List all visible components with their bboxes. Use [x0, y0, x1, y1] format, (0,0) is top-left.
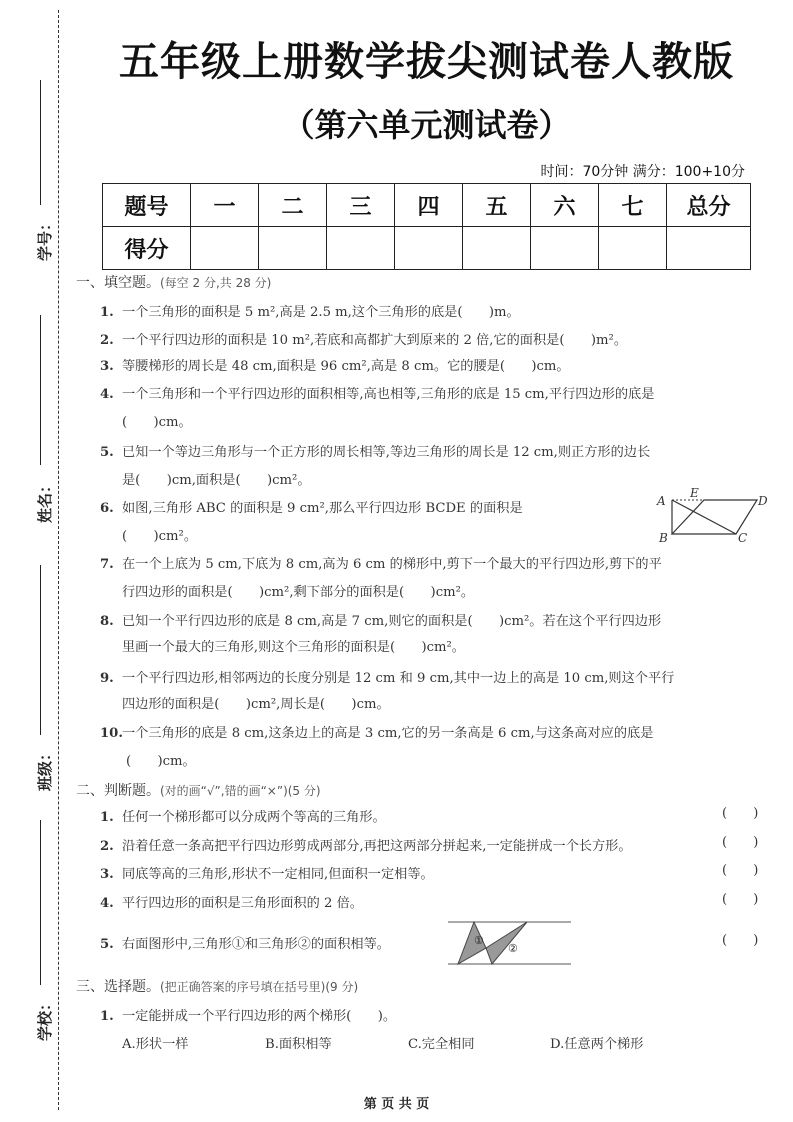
answer-paren[interactable]: ( )	[722, 863, 759, 878]
question-number: 4.	[100, 896, 114, 911]
score-cell[interactable]	[667, 227, 751, 270]
score-cell[interactable]	[599, 227, 667, 270]
question-text: 一个平行四边形的面积是 10 m²,若底和高都扩大到原来的 2 倍,它的面积是( )m²。	[122, 333, 628, 348]
score-cell[interactable]	[259, 227, 327, 270]
triangle-label: ①	[474, 934, 484, 947]
time-info: 时间：70分钟 满分：100+10分	[540, 164, 745, 180]
question	[100, 806, 780, 825]
question-text: 已知一个平行四边形的底是 8 cm,高是 7 cm,则它的面积是( )cm²。若在这个平行四边形	[122, 614, 662, 629]
question	[100, 355, 780, 374]
table-header: 三	[327, 184, 395, 227]
score-table	[102, 183, 751, 270]
section-title: 一、填空题。	[76, 275, 160, 291]
score-cell[interactable]	[463, 227, 531, 270]
question-text: 如图,三角形 ABC 的面积是 9 cm²,那么平行四边形 BCDE 的面积是	[122, 501, 523, 516]
page-subtitle: （第六单元测试卷）	[282, 106, 571, 144]
name-label: 姓名：	[36, 477, 55, 524]
question-text: 里画一个最大的三角形,则这个三角形的面积是( )cm²。	[122, 640, 465, 655]
question-text: 行四边形的面积是( )cm²,剩下部分的面积是( )cm²。	[122, 585, 475, 600]
question-text: 四边形的面积是( )cm²,周长是( )cm。	[122, 697, 390, 712]
option-a[interactable]: A.形状一样	[122, 1037, 189, 1052]
class-line	[40, 565, 41, 735]
triangles-figure	[448, 920, 573, 966]
answer-paren[interactable]: ( )	[722, 933, 759, 948]
score-cell[interactable]	[531, 227, 599, 270]
section-title: 三、选择题。	[76, 979, 160, 995]
question-text: 平行四边形的面积是三角形面积的 2 倍。	[122, 896, 363, 911]
binding-dashed-line	[58, 10, 59, 1110]
question-number: 9.	[100, 671, 114, 686]
question-text: 右面图形中,三角形①和三角形②的面积相等。	[122, 937, 390, 952]
question-text: ( )cm。	[126, 754, 196, 769]
question	[100, 329, 780, 348]
option-b[interactable]: B.面积相等	[265, 1037, 332, 1052]
question	[100, 1005, 780, 1024]
question-text: 一个平行四边形,相邻两边的长度分别是 12 cm 和 9 cm,其中一边上的高是 10 cm,则这个平行	[122, 671, 675, 686]
table-header: 四	[395, 184, 463, 227]
question	[100, 301, 780, 320]
school-line	[40, 820, 41, 985]
score-cell[interactable]	[395, 227, 463, 270]
score-cell[interactable]	[327, 227, 395, 270]
question	[100, 441, 780, 460]
question	[100, 722, 780, 741]
question-text: 沿着任意一条高把平行四边形剪成两部分,再把这两部分拼起来,一定能拼成一个长方形。	[122, 839, 632, 854]
question-number: 1.	[100, 810, 114, 825]
question-number: 6.	[100, 501, 114, 516]
student-id-line	[40, 80, 41, 205]
parallelogram-figure	[652, 484, 772, 544]
question-text: ( )cm²。	[122, 529, 198, 544]
question-text: 一个三角形的底是 8 cm,这条边上的高是 3 cm,它的另一条高是 6 cm,与这条高对应的底是	[122, 726, 654, 741]
question-number: 4.	[100, 387, 114, 402]
question-text: 已知一个等边三角形与一个正方形的周长相等,等边三角形的周长是 12 cm,则正方形的边长	[122, 445, 651, 460]
student-id-label: 学号：	[36, 215, 55, 262]
answer-paren[interactable]: ( )	[722, 806, 759, 821]
table-header: 一	[191, 184, 259, 227]
page-footer: 第 页 共 页	[363, 1097, 430, 1112]
question-number: 1.	[100, 305, 114, 320]
class-label: 班级：	[36, 745, 55, 792]
question-number: 10.	[100, 726, 123, 741]
section1-header	[76, 272, 271, 292]
table-header: 题号	[103, 184, 191, 227]
question	[100, 892, 780, 911]
question-number: 8.	[100, 614, 114, 629]
question-number: 5.	[100, 445, 114, 460]
question-text: 一定能拼成一个平行四边形的两个梯形( )。	[122, 1009, 397, 1024]
score-cell[interactable]	[191, 227, 259, 270]
section-note: (每空 2 分,共 28 分)	[160, 276, 272, 290]
figure-label: C	[738, 531, 748, 544]
figure-label: B	[659, 531, 668, 544]
question-number: 3.	[100, 359, 114, 374]
question	[100, 863, 780, 882]
table-header: 二	[259, 184, 327, 227]
question	[100, 610, 780, 629]
option-c[interactable]: C.完全相同	[408, 1037, 475, 1052]
name-line	[40, 315, 41, 465]
triangle-label: ②	[508, 942, 518, 955]
question-number: 5.	[100, 937, 114, 952]
table-header: 五	[463, 184, 531, 227]
question-text: 等腰梯形的周长是 48 cm,面积是 96 cm²,高是 8 cm。它的腰是( )cm。	[122, 359, 570, 374]
question	[100, 835, 780, 854]
question-text: 任何一个梯形都可以分成两个等高的三角形。	[122, 810, 386, 825]
question-number: 3.	[100, 867, 114, 882]
table-header: 六	[531, 184, 599, 227]
question-text: 在一个上底为 5 cm,下底为 8 cm,高为 6 cm 的梯形中,剪下一个最大的平行四边形,剪下的平	[122, 557, 662, 572]
question	[100, 667, 780, 686]
answer-paren[interactable]: ( )	[722, 835, 759, 850]
section-note: (对的画“√”,错的画“×”)(5 分)	[160, 784, 321, 798]
question-text: 一个三角形和一个平行四边形的面积相等,高也相等,三角形的底是 15 cm,平行四边形的底是	[122, 387, 655, 402]
question-number: 2.	[100, 839, 114, 854]
table-header: 总分	[667, 184, 751, 227]
answer-paren[interactable]: ( )	[722, 892, 759, 907]
school-label: 学校：	[36, 995, 55, 1042]
page-title: 五年级上册数学拔尖测试卷人教版	[119, 39, 734, 85]
question	[100, 553, 780, 572]
question-number: 1.	[100, 1009, 114, 1024]
question-text: 同底等高的三角形,形状不一定相同,但面积一定相等。	[122, 867, 434, 882]
section3-header	[76, 976, 358, 996]
score-row-label: 得分	[103, 227, 191, 270]
section-note: (把正确答案的序号填在括号里)(9 分)	[160, 980, 359, 994]
question-text: 一个三角形的面积是 5 m²,高是 2.5 m,这个三角形的底是( )m。	[122, 305, 520, 320]
figure-label: E	[690, 486, 699, 500]
figure-label: A	[657, 494, 666, 508]
question-number: 2.	[100, 333, 114, 348]
option-d[interactable]: D.任意两个梯形	[550, 1037, 644, 1052]
figure-label: D	[758, 494, 768, 508]
question-text: 是( )cm,面积是( )cm²。	[122, 473, 311, 488]
question-text: ( )cm。	[122, 415, 192, 430]
table-header: 七	[599, 184, 667, 227]
section2-header	[76, 780, 321, 800]
question	[100, 933, 780, 952]
question	[100, 383, 780, 402]
section-title: 二、判断题。	[76, 783, 160, 799]
question-number: 7.	[100, 557, 114, 572]
